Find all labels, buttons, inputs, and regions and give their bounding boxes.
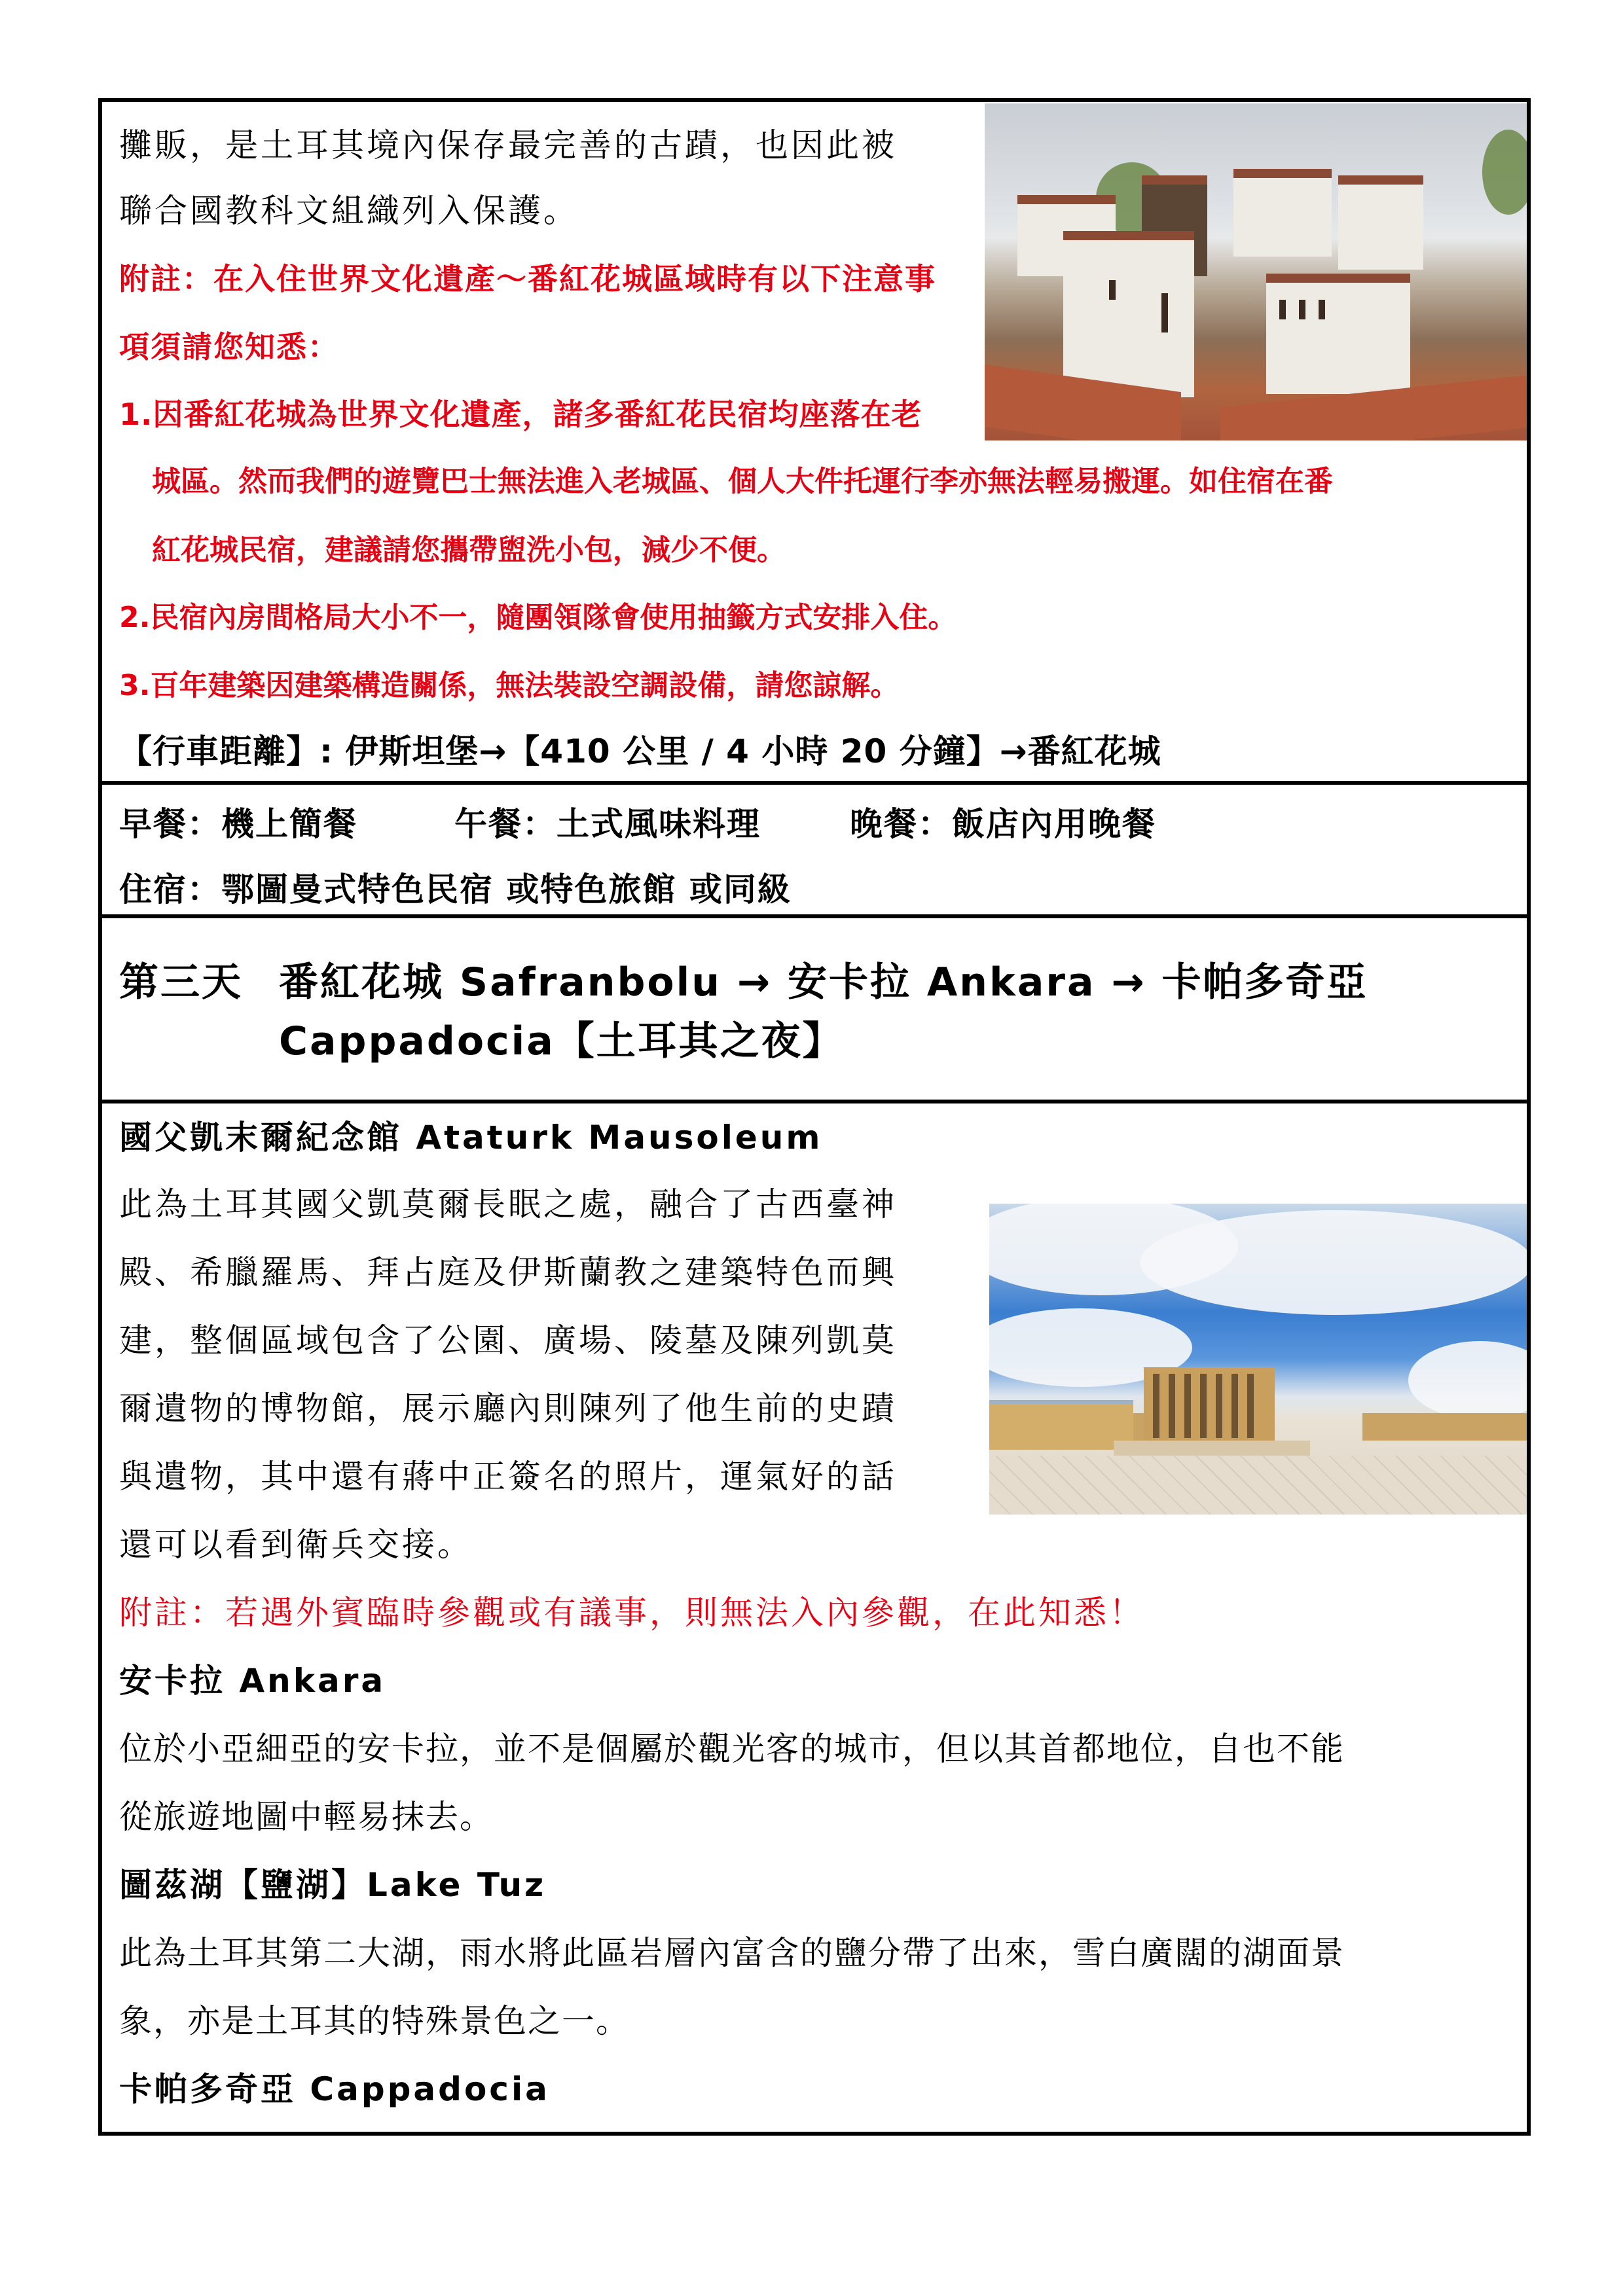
ankara-desc: 位於小亞細亞的安卡拉，並不是個屬於觀光客的城市，但以其首都地位，自也不能 — [119, 1730, 1345, 1768]
lake-tuz-desc: 象，亦是土耳其的特殊景色之一。 — [119, 2002, 630, 2040]
safranbolu-row — [102, 102, 1527, 781]
ataturk-note: 附註：若遇外賓臨時參觀或有議事，則無法入內參觀，在此知悉！ — [119, 1594, 1144, 1632]
ataturk-desc: 與遺物，其中還有蔣中正簽名的照片，運氣好的話 — [119, 1458, 897, 1496]
day-route: 番紅花城 Safranbolu → 安卡拉 Ankara → 卡帕多奇亞 — [279, 960, 1368, 1005]
body-text: 攤販，是土耳其境內保存最完善的古蹟，也因此被 — [119, 126, 897, 164]
lake-tuz-desc: 此為土耳其第二大湖，雨水將此區岩層內富含的鹽分帶了出來，雪白廣闊的湖面景 — [119, 1934, 1345, 1972]
cappadocia-title: 卡帕多奇亞 Cappadocia — [119, 2070, 550, 2108]
meals-row — [102, 785, 1527, 914]
ataturk-mausoleum-photo — [989, 1204, 1527, 1515]
note-item-1-cont: 紅花城民宿，建議請您攜帶盥洗小包，減少不便。 — [152, 533, 786, 567]
lodging: 住宿：鄂圖曼式特色民宿 或特色旅館 或同級 — [119, 870, 792, 908]
driving-distance: 【行車距離】: 伊斯坦堡→【410 公里 / 4 小時 20 分鐘】→番紅花城 — [119, 732, 1161, 770]
dinner: 晚餐：飯店內用晚餐 — [850, 805, 1156, 843]
day3-header-row — [102, 918, 1527, 1100]
ataturk-desc: 建，整個區域包含了公園、廣場、陵墓及陳列凱莫 — [119, 1321, 897, 1359]
note-item-3: 3.百年建築因建築構造關係，無法裝設空調設備，請您諒解。 — [119, 669, 900, 702]
day-label: 第三天 — [119, 960, 243, 1005]
safranbolu-houses-photo — [985, 103, 1527, 440]
note-item-1-cont: 城區。然而我們的遊覽巴士無法進入老城區、個人大件托運行李亦無法輕易搬運。如住宿在番 — [152, 465, 1333, 498]
note-heading: 附註：在入住世界文化遺產～番紅花城區域時有以下注意事 — [119, 261, 936, 296]
ataturk-desc: 爾遺物的博物館，展示廳內則陳列了他生前的史蹟 — [119, 1390, 897, 1427]
day-route-cont: Cappadocia【土耳其之夜】 — [279, 1018, 844, 1064]
ataturk-title: 國父凱末爾紀念館 Ataturk Mausoleum — [119, 1119, 823, 1157]
note-item-2: 2.民宿內房間格局大小不一，隨團領隊會使用抽籤方式安排入住。 — [119, 601, 957, 634]
lake-tuz-title: 圖茲湖【鹽湖】Lake Tuz — [119, 1866, 547, 1904]
ataturk-desc: 還可以看到衛兵交接。 — [119, 1526, 473, 1564]
ankara-desc: 從旅遊地圖中輕易抹去。 — [119, 1798, 494, 1836]
note-heading: 項須請您知悉： — [119, 329, 339, 365]
breakfast: 早餐：機上簡餐 — [119, 805, 357, 843]
itinerary-table — [98, 98, 1531, 2136]
lunch: 午餐：土式風味料理 — [454, 805, 761, 843]
ataturk-desc: 此為土耳其國父凱莫爾長眠之處，融合了古西臺神 — [119, 1185, 897, 1223]
note-item-1: 1.因番紅花城為世界文化遺產，諸多番紅花民宿均座落在老 — [119, 397, 922, 432]
body-text: 聯合國教科文組織列入保護。 — [119, 192, 579, 230]
ataturk-desc: 殿、希臘羅馬、拜占庭及伊斯蘭教之建築特色而興 — [119, 1253, 897, 1291]
ankara-title: 安卡拉 Ankara — [119, 1662, 386, 1700]
